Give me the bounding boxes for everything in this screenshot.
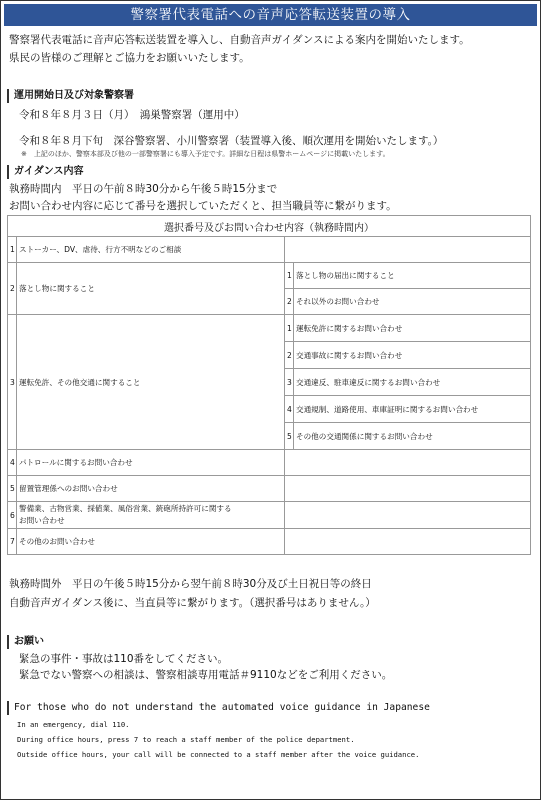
intro-text <box>1 26 540 67</box>
outside-description: 自動音声ガイダンス後に、当直員等に繋がります。（選択番号はありません。） <box>9 597 376 609</box>
section-heading-request: お願い <box>7 635 540 649</box>
english-line-2: During office hours, press 7 to reach a staff member of the police department. <box>17 735 355 744</box>
outside-hours: 執務時間外 平日の午後５時15分から翌午前８時30分及び土日祝日等の終日 <box>9 578 372 590</box>
empty-cell <box>285 450 531 476</box>
sub-number: 2 <box>285 289 294 315</box>
sub-label: 落とし物の届出に関すること <box>294 263 531 289</box>
row-label: 運転免許、その他交通に関すること <box>17 315 285 450</box>
section-heading-schedule: 運用開始日及び対象警察署 <box>7 89 540 103</box>
row-number: 5 <box>8 476 17 502</box>
english-heading: For those who do not understand the automated voice guidance in Japanese <box>7 701 540 715</box>
table-row <box>8 263 531 289</box>
table-row <box>8 237 531 263</box>
sub-number: 1 <box>285 263 294 289</box>
empty-cell <box>285 476 531 502</box>
sub-label: 交通規制、道路使用、車庫証明に関するお問い合わせ <box>294 396 531 423</box>
table-row <box>8 450 531 476</box>
row-label: 落とし物に関すること <box>17 263 285 315</box>
request-line-2: 緊急でない警察への相談は、警察相談専用電話＃9110などをご利用ください。 <box>19 669 393 681</box>
section-heading-guidance: ガイダンス内容 <box>7 165 540 179</box>
english-line-3: Outside office hours, your call will be connected to a staff member after the voice guidance. <box>17 750 420 759</box>
schedule-note: ※ 上記のほか、警察本部及び他の一部警察署にも導入予定です。詳細な日程は県警ホームページに掲載いたします。 <box>21 150 390 158</box>
sub-label: 交通違反、駐車違反に関するお問い合わせ <box>294 369 531 396</box>
guidance-hours: 執務時間内 平日の午前８時30分から午後５時15分まで <box>9 183 278 195</box>
sub-label: それ以外のお問い合わせ <box>294 289 531 315</box>
row-label-line-1: 警備業、古物営業、採値業、風俗営業、銃砲所持許可に関する <box>19 504 232 513</box>
sub-number: 4 <box>285 396 294 423</box>
page-title: 警察署代表電話への音声応答転送装置の導入 <box>4 4 537 26</box>
sub-label: その他の交通関係に関するお問い合わせ <box>294 423 531 450</box>
row-label <box>17 502 285 529</box>
row-number: 1 <box>8 237 17 263</box>
table-row <box>8 315 531 342</box>
empty-cell <box>285 502 531 529</box>
row-label: その他のお問い合わせ <box>17 529 285 555</box>
sub-number: 1 <box>285 315 294 342</box>
row-label: パトロールに関するお問い合わせ <box>17 450 285 476</box>
sub-number: 3 <box>285 369 294 396</box>
row-number: 6 <box>8 502 17 529</box>
request-line-1: 緊急の事件・事故は110番をしてください。 <box>19 653 229 665</box>
empty-cell <box>285 529 531 555</box>
row-number: 2 <box>8 263 17 315</box>
english-line-1: In an emergency, dial 110. <box>17 720 130 729</box>
row-label: ストーカー、DV、虐待、行方不明などのご相談 <box>17 237 285 263</box>
row-number: 4 <box>8 450 17 476</box>
intro-line-2: 県民の皆様のご理解とご協力をお願いいたします。 <box>9 52 250 64</box>
table-row <box>8 502 531 529</box>
empty-cell <box>285 237 531 263</box>
sub-number: 5 <box>285 423 294 450</box>
guidance-description: お問い合わせ内容に応じて番号を選択していただくと、担当職員等に繋がります。 <box>9 200 397 212</box>
table-header: 選択番号及びお問い合わせ内容（執務時間内） <box>8 216 531 237</box>
sub-label: 運転免許に関するお問い合わせ <box>294 315 531 342</box>
table-row <box>8 476 531 502</box>
table-row <box>8 529 531 555</box>
guidance-table <box>7 215 531 555</box>
schedule-line-2: 令和８年８月下旬 深谷警察署、小川警察署（装置導入後、順次運用を開始いたします。） <box>19 135 444 147</box>
row-number: 7 <box>8 529 17 555</box>
schedule-line-1: 令和８年８月３日（月） 鴻巣警察署（運用中） <box>19 109 245 121</box>
row-label-line-2: お問い合わせ <box>19 516 65 525</box>
intro-line-1: 警察署代表電話に音声応答転送装置を導入し、自動音声ガイダンスによる案内を開始いたします。 <box>9 34 470 46</box>
sub-label: 交通事故に関するお問い合わせ <box>294 342 531 369</box>
sub-number: 2 <box>285 342 294 369</box>
row-label: 留置管理係へのお問い合わせ <box>17 476 285 502</box>
row-number: 3 <box>8 315 17 450</box>
